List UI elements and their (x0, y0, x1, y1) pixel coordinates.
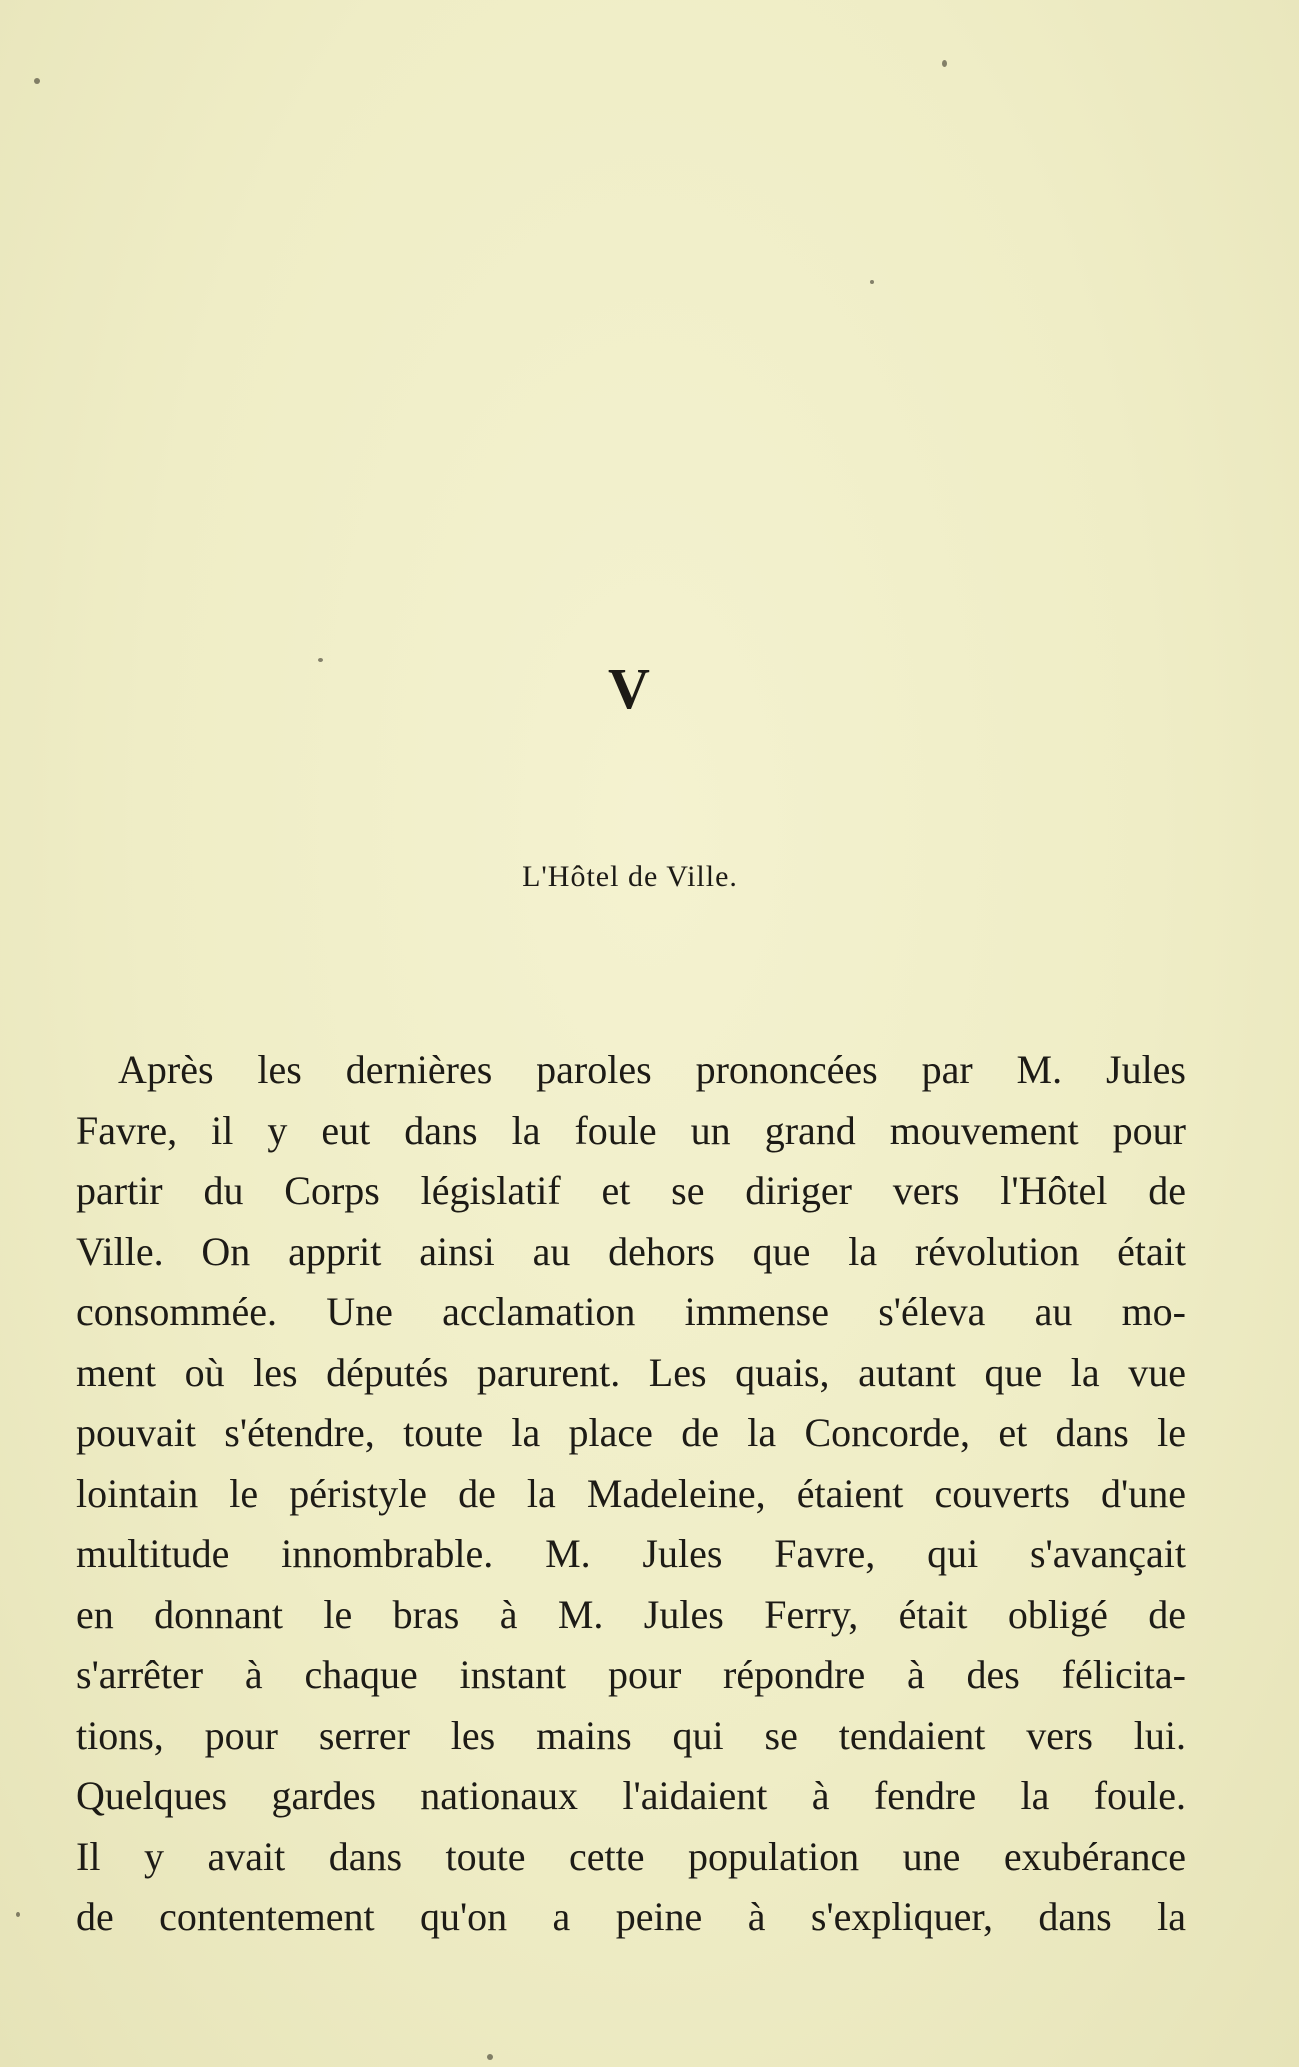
chapter-title: L'Hôtel de Ville. (522, 860, 738, 893)
chapter-number: V (608, 656, 652, 721)
text-line: en donnant le bras à M. Jules Ferry, était obligé de (76, 1591, 1186, 1637)
text-line: Il y avait dans toute cette population une exubérance (76, 1833, 1186, 1879)
paper-speck (942, 60, 947, 67)
text-line: multitude innombrable. M. Jules Favre, qui s'avançait (76, 1531, 1186, 1576)
paper-speck (870, 280, 874, 284)
text-line: partir du Corps législatif et se diriger vers l'Hôtel de (76, 1168, 1186, 1213)
text-line: Quelques gardes nationaux l'aidaient à fendre la foule. (76, 1773, 1186, 1818)
text-line: de contentement qu'on a peine à s'expliquer, dans la (76, 1894, 1186, 1939)
text-line: s'arrêter à chaque instant pour répondre à des félicita- (76, 1652, 1186, 1697)
paper-speck (34, 78, 40, 84)
text-line: lointain le péristyle de la Madeleine, étaient couverts d'une (76, 1470, 1186, 1516)
text-line: ment où les députés parurent. Les quais, autant que la vue (76, 1349, 1186, 1395)
text-line: Ville. On apprit ainsi au dehors que la révolution était (76, 1228, 1186, 1274)
text-line: consommée. Une acclamation immense s'éleva au mo- (76, 1289, 1186, 1334)
text-line: Après les dernières paroles prononcées par M. Jules (118, 1047, 1186, 1092)
paper-speck (16, 1912, 20, 1917)
text-line: pouvait s'étendre, toute la place de la Concorde, et dans le (76, 1410, 1186, 1455)
paper-speck (487, 2054, 493, 2060)
text-line: Favre, il y eut dans la foule un grand mouvement pour (76, 1107, 1186, 1153)
text-line: tions, pour serrer les mains qui se tendaient vers lui. (76, 1712, 1186, 1758)
body-text (76, 1040, 1186, 1948)
